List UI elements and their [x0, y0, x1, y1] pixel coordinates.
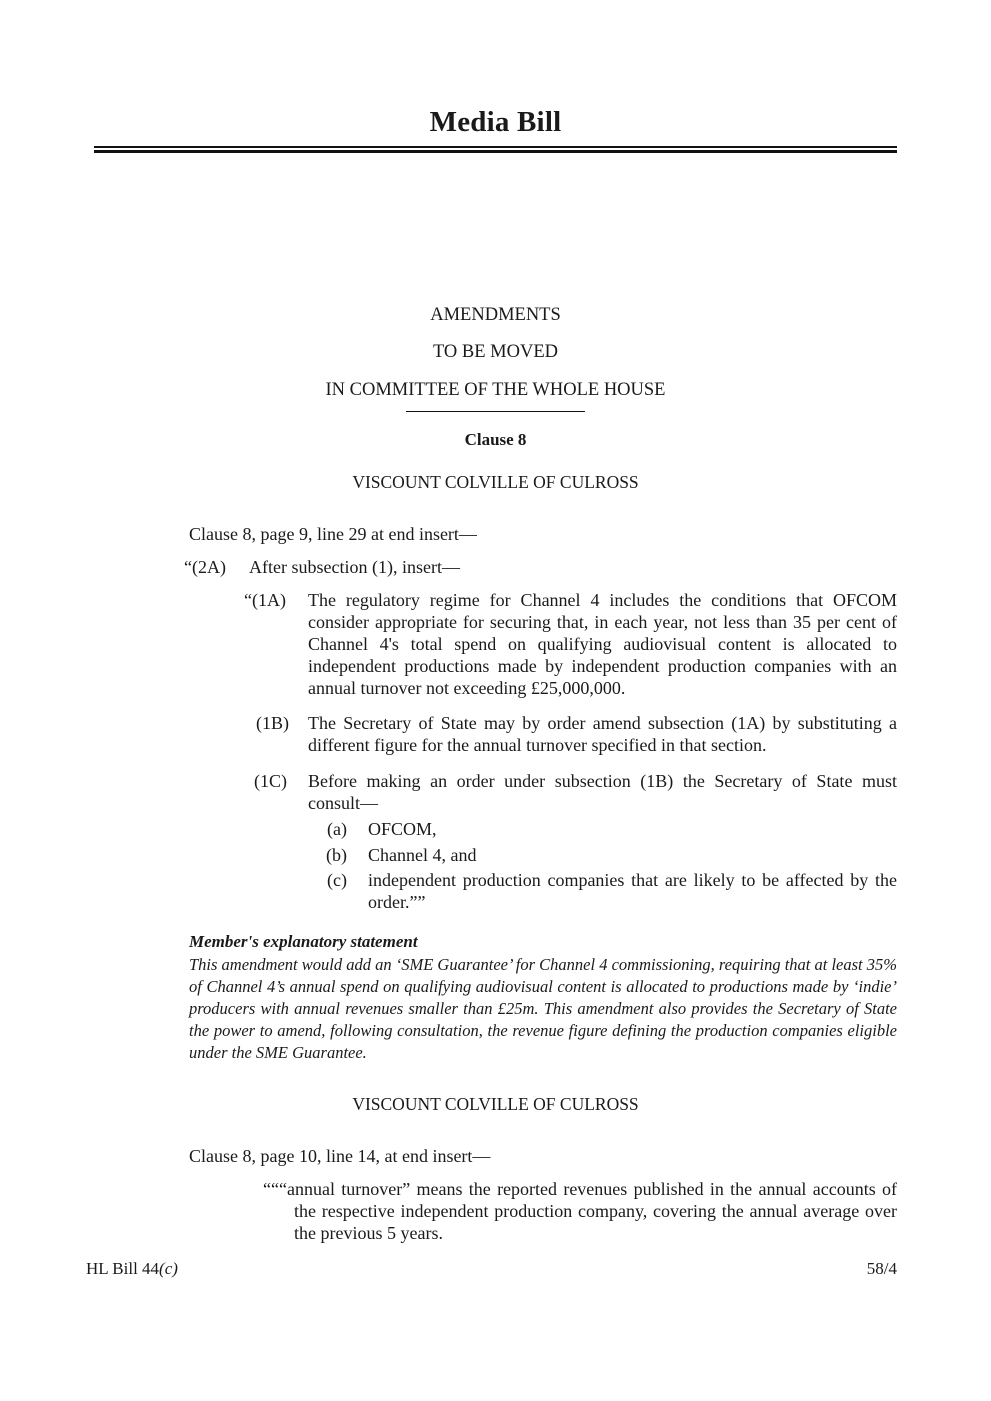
heading-amendments: AMENDMENTS	[430, 305, 561, 325]
heading-divider	[406, 411, 585, 412]
title-rule-thick	[94, 150, 897, 153]
amendment-instruction-2: Clause 8, page 10, line 14, at end insert—	[189, 1146, 491, 1166]
clause-heading: Clause 8	[464, 430, 527, 449]
document-title: Media Bill	[429, 106, 562, 138]
paragraph-text-b: Channel 4, and	[368, 845, 477, 865]
insert-label-2a: “(2A)	[184, 557, 226, 577]
definition-annual-turnover: “““annual turnover” means the reported revenues published in the annual accounts of the respective independent production company, covering the annual average over the previous 5 years.	[263, 1179, 897, 1243]
subsection-text-1c: Before making an order under subsection (1B) the Secretary of State must consult—	[308, 771, 897, 813]
insert-text-2a: After subsection (1), insert—	[249, 557, 460, 577]
heading-to-be-moved: TO BE MOVED	[432, 342, 559, 362]
footer-page-ref: 58/4	[866, 1259, 897, 1278]
paragraph-text-c: independent production companies that are likely to be affected by the order.””	[368, 870, 897, 912]
member-name-1: VISCOUNT COLVILLE OF CULROSS	[352, 472, 639, 492]
bill-ref-suffix: (c)	[159, 1259, 178, 1278]
explanatory-statement-text: This amendment would add an ‘SME Guarantee’ for Channel 4 commissioning, requiring that at least 35% of Channel 4’s annual spend on qualifying audiovisual content is allocated to productions made by ‘indie’ producers with annual revenues smaller than £25m. This amendment also provides the Secretary of State the power to amend, following consultation, the revenue figure defining the production companies eligible under the SME Guarantee.	[189, 955, 897, 1062]
paragraph-text-a: OFCOM,	[368, 819, 437, 839]
subsection-text-1a: The regulatory regime for Channel 4 includes the conditions that OFCOM consider appropriate for securing that, in each year, not less than 35 per cent of Channel 4's total spend on qualifying audiovisual content is allocated to independent productions made by independent production companies with an annual turnover not exceeding £25,000,000.	[308, 590, 897, 698]
bill-ref-prefix: HL Bill 44	[86, 1259, 160, 1278]
member-name-2: VISCOUNT COLVILLE OF CULROSS	[352, 1094, 639, 1114]
subsection-label-1c: (1C)	[254, 771, 287, 791]
paragraph-label-c: (c)	[327, 870, 347, 890]
subsection-label-1b: (1B)	[256, 713, 289, 733]
explanatory-statement-heading: Member's explanatory statement	[189, 932, 418, 951]
paragraph-label-a: (a)	[327, 819, 347, 839]
title-rule-thin	[94, 146, 897, 148]
subsection-text-1b: The Secretary of State may by order amend subsection (1A) by substituting a different figure for the annual turnover specified in that section.	[308, 713, 897, 755]
subsection-label-1a: “(1A)	[244, 590, 286, 610]
paragraph-label-b: (b)	[326, 845, 347, 865]
footer-bill-ref	[86, 1259, 178, 1279]
amendment-instruction-1: Clause 8, page 9, line 29 at end insert—	[189, 524, 477, 544]
heading-committee: IN COMMITTEE OF THE WHOLE HOUSE	[325, 380, 666, 400]
